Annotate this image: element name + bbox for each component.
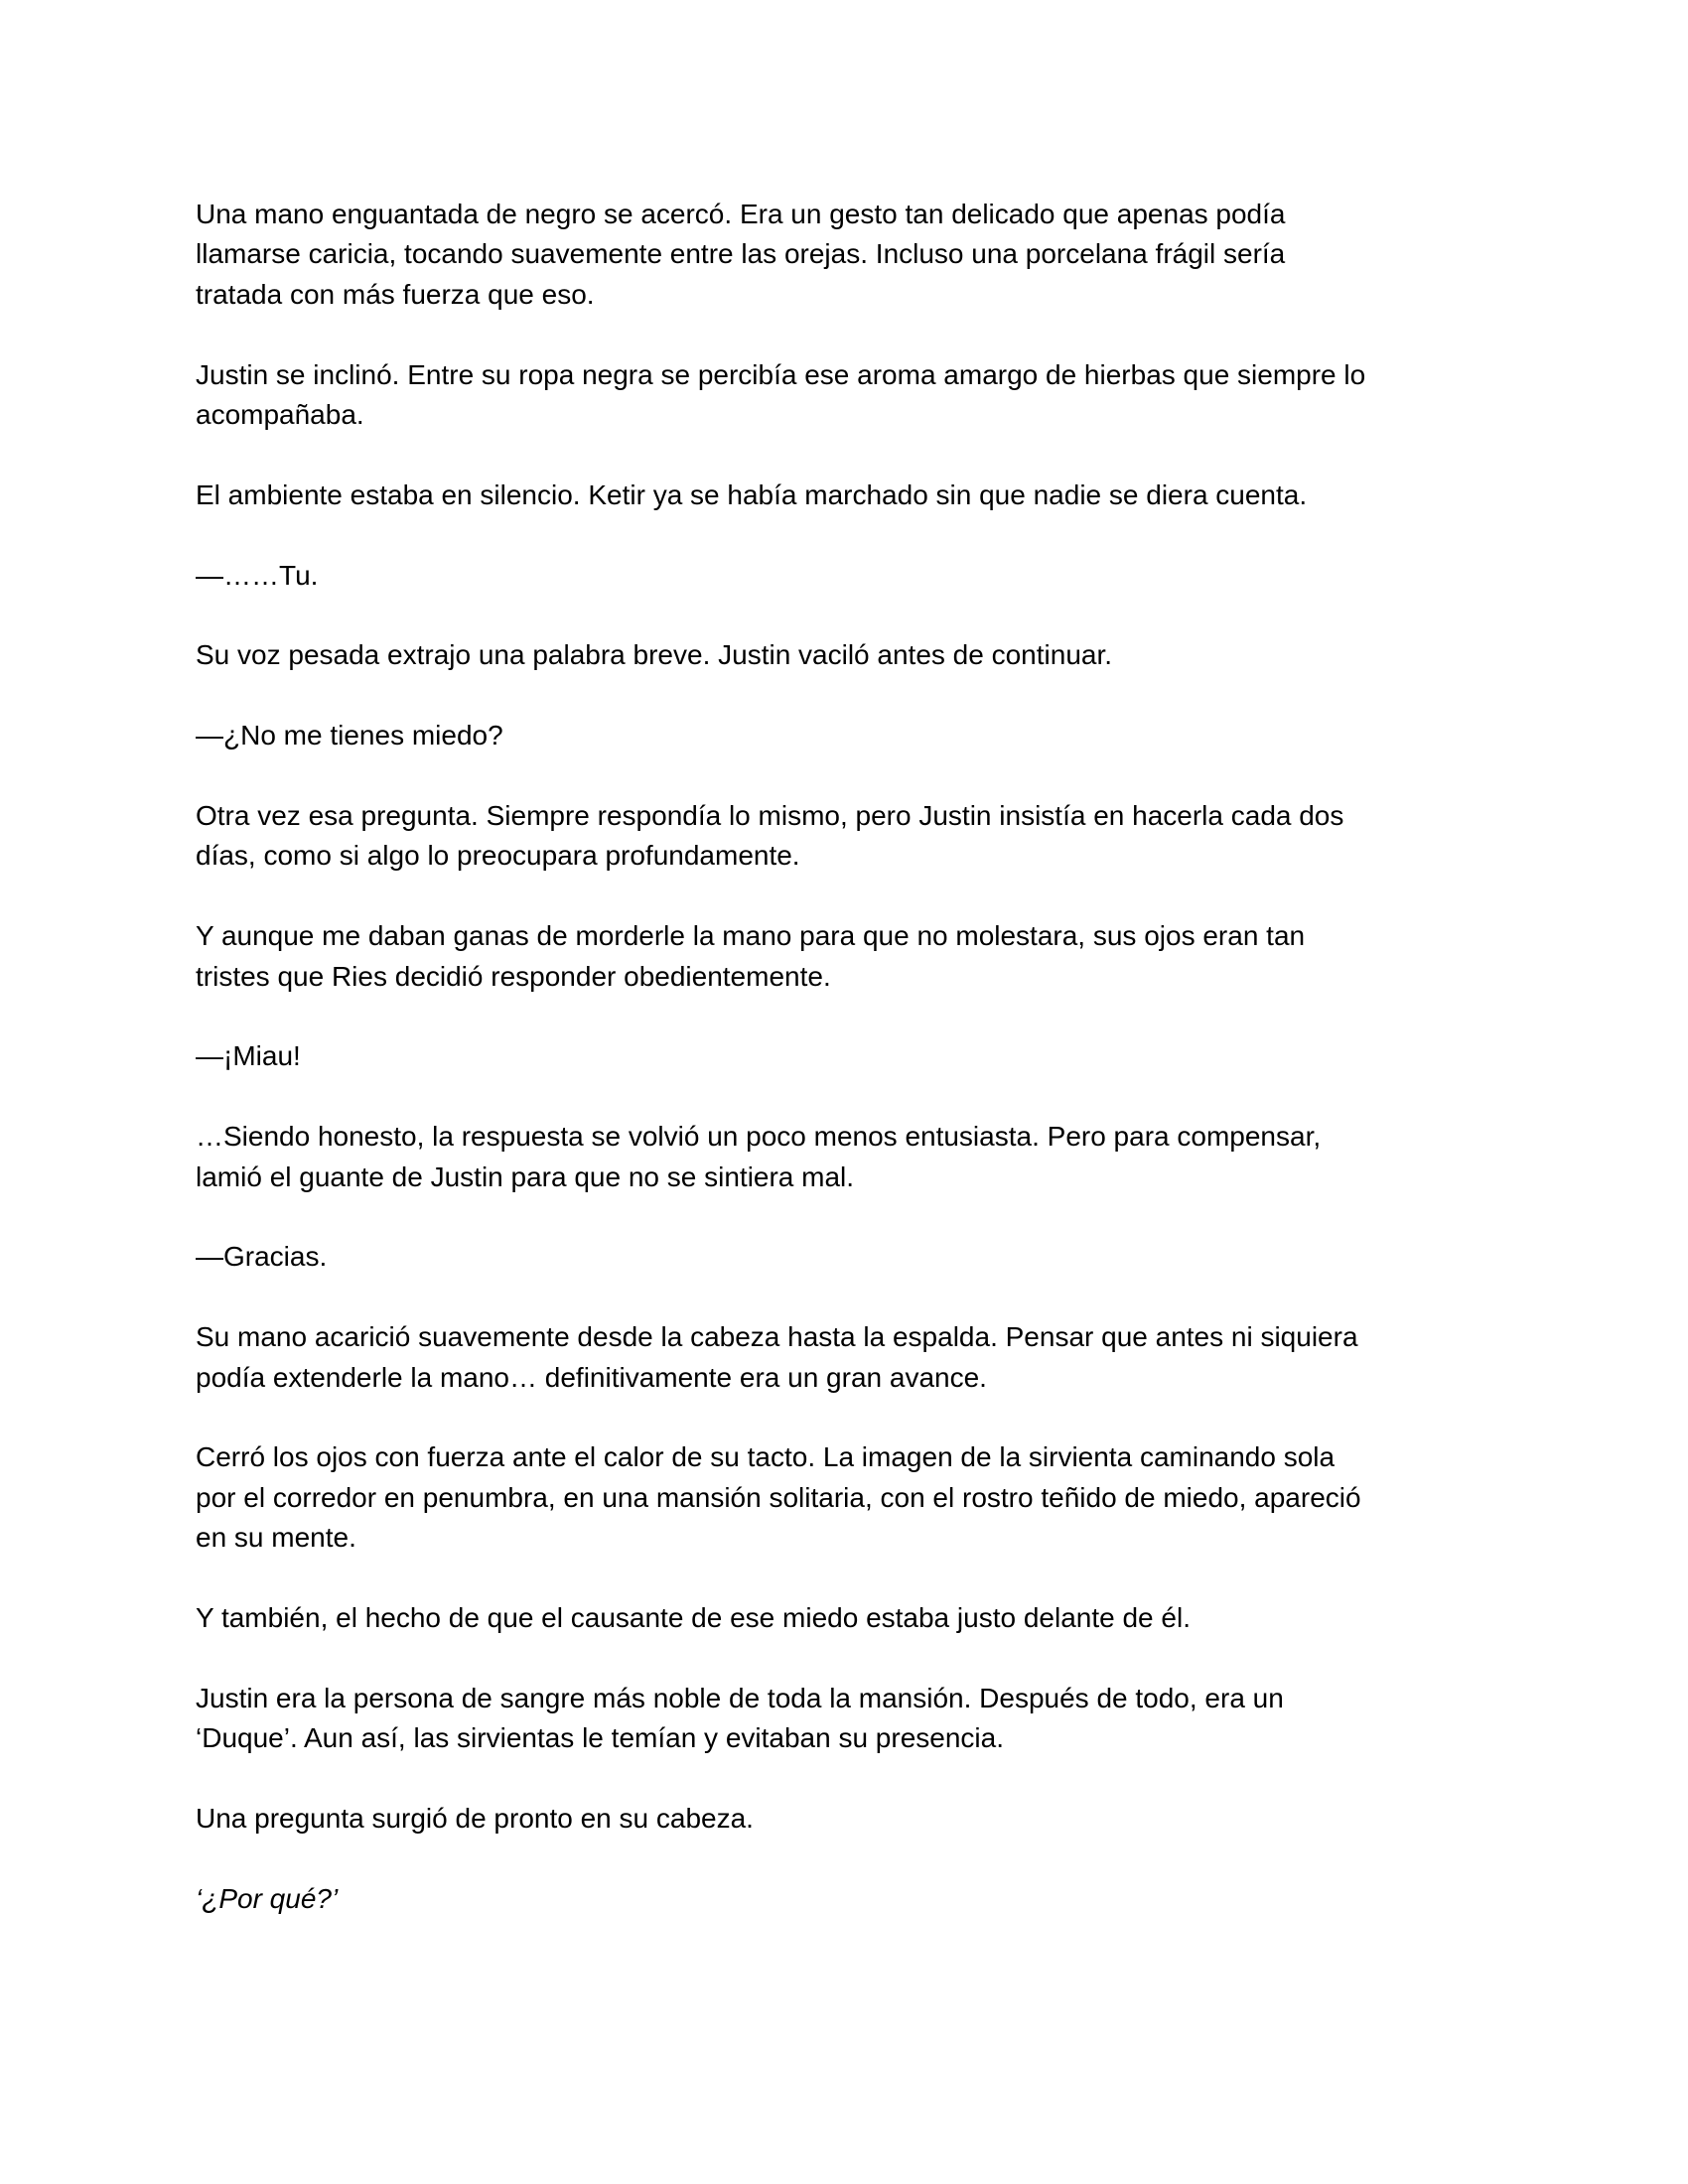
text-line: El ambiente estaba en silencio. Ketir ya se había marchado sin que nadie se diera cuenta. (196, 478, 1308, 510)
text-line: —¡Miau! (196, 1040, 301, 1072)
text-line: por el corredor en penumbra, en una mansión solitaria, con el rostro teñido de miedo, apareció (196, 1481, 1361, 1513)
paragraph (196, 916, 1365, 997)
paragraph (196, 556, 1365, 596)
document-text (196, 195, 1365, 1919)
text-line: podía extenderle la mano… definitivamente era un gran avance. (196, 1361, 987, 1393)
text-line: en su mente. (196, 1522, 356, 1554)
paragraph (196, 195, 1365, 315)
paragraph (196, 1237, 1365, 1277)
paragraph (196, 355, 1365, 436)
text-line: —¿No me tienes miedo? (196, 720, 503, 751)
text-line: Una pregunta surgió de pronto en su cabeza. (196, 1803, 754, 1835)
paragraph (196, 1317, 1365, 1398)
paragraph (196, 635, 1365, 675)
text-line: —……Tu. (196, 559, 319, 591)
text-line: Cerró los ojos con fuerza ante el calor de su tacto. La imagen de la sirvienta caminando sola (196, 1441, 1336, 1473)
text-line: Y también, el hecho de que el causante de ese miedo estaba justo delante de él. (196, 1602, 1191, 1634)
text-line: días, como si algo lo preocupara profundamente. (196, 840, 800, 872)
text-line: Justin se inclinó. Entre su ropa negra se percibía ese aroma amargo de hierbas que siempre lo (196, 358, 1366, 390)
paragraph (196, 1437, 1365, 1558)
text-line: lamió el guante de Justin para que no se sintiera mal. (196, 1160, 855, 1192)
text-line: ‘¿Por qué?’ (196, 1882, 339, 1914)
paragraph (196, 1598, 1365, 1638)
text-line: Su voz pesada extrajo una palabra breve. Justin vaciló antes de continuar. (196, 639, 1113, 671)
text-line: Su mano acarició suavemente desde la cabeza hasta la espalda. Pensar que antes ni siquiera (196, 1321, 1358, 1353)
paragraph (196, 1036, 1365, 1076)
text-line: Otra vez esa pregunta. Siempre respondía lo mismo, pero Justin insistía en hacerla cada dos (196, 800, 1344, 831)
text-line: acompañaba. (196, 399, 364, 431)
paragraph (196, 1799, 1365, 1839)
text-line: tristes que Ries decidió responder obedientemente. (196, 960, 831, 992)
text-line: Justin era la persona de sangre más noble de toda la mansión. Después de todo, era un (196, 1682, 1284, 1713)
paragraph (196, 476, 1365, 515)
text-line: ‘Duque’. Aun así, las sirvientas le temían y evitaban su presencia. (196, 1722, 1004, 1754)
text-line: …Siendo honesto, la respuesta se volvió un poco menos entusiasta. Pero para compensar, (196, 1121, 1322, 1153)
paragraph (196, 1879, 1365, 1919)
text-line: Y aunque me daban ganas de morderle la mano para que no molestara, sus ojos eran tan (196, 920, 1306, 952)
paragraph (196, 716, 1365, 755)
paragraph (196, 1117, 1365, 1197)
paragraph (196, 796, 1365, 877)
text-line: —Gracias. (196, 1241, 328, 1273)
text-line: Una mano enguantada de negro se acercó. Era un gesto tan delicado que apenas podía (196, 199, 1286, 229)
paragraph (196, 1679, 1365, 1759)
text-line: tratada con más fuerza que eso. (196, 278, 595, 310)
text-line: llamarse caricia, tocando suavemente entre las orejas. Incluso una porcelana frágil sería (196, 238, 1286, 270)
